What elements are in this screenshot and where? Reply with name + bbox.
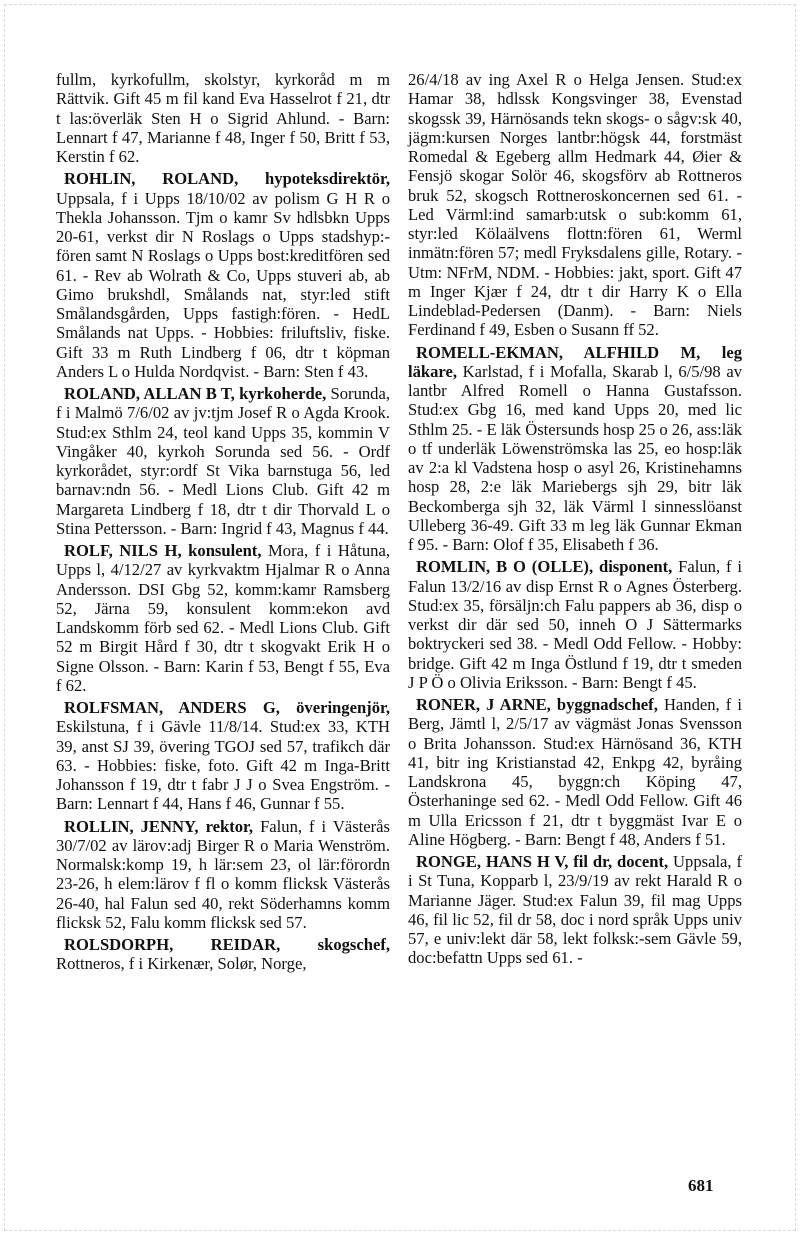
entry-body: Karlstad, f i Mofalla, Skarab l, 6/5/98 av lantbr Alfred Romell o Hanna Gustafsson. Stud:ex Gbg 16, med kand Upps 20, med lic Sthlm 25. - E läk Östersunds hosp 25 o 26, ass:läk o tf underläk Löwenströmska las 25, eo hosp:läk av 2:a kl Vadstena hosp o asyl 26, Kristinehamns hosp 28, 2:e läk Mariebergs sjh 29, bitr läk Beckomberga sjh 32, läk Värml l sinnesslöanst Ulleberg 36-49. Gift 33 m leg läk Gunnar Ekman f 95. - Barn: Olof f 35, Elisabeth f 36. bbox=[408, 361, 743, 554]
entry-body: Uppsala, f i St Tuna, Kopparb l, 23/9/19 av rekt Harald R o Marianne Jäger. Stud:ex Falun 39, fil mag Upps 46, fil lic 52, fil dr 58, doc i nord språk Upps univ 57, e univ:lekt där 58, lekt folksk:-sem Gävle 59, doc:befattn Upps sed 61. - bbox=[408, 852, 742, 968]
entry-heading: ROMLIN, B O (OLLE), disponent, bbox=[416, 557, 673, 577]
entry-roland bbox=[56, 384, 390, 538]
entry-body: Rottneros, f i Kirkenær, Solør, Norge, bbox=[56, 954, 307, 974]
entry-heading: ROLFSMAN, ANDERS G, överingenjör, bbox=[64, 698, 390, 717]
entry-body: Falun, f i Falun 13/2/16 av disp Ernst R o Agnes Österberg. Stud:ex 35, försäljn:ch Falu pappers ab 36, disp o verkst dir där sed 50, inneh O J Sättermarks boktryckeri sed 38. - Medl Odd Fellow. - Hobby: bridge. Gift 42 m Inga Östlund f 19, dtr t smeden J P Ö o Olivia Eriksson. - Barn: Bengt f 45. bbox=[408, 557, 742, 692]
entry-heading: RONER, J ARNE, byggnadschef, bbox=[416, 695, 658, 714]
entry-ronge bbox=[408, 852, 742, 968]
entry-rollin bbox=[56, 817, 390, 933]
entry-heading: ROHLIN, ROLAND, hypoteksdirektör, bbox=[64, 169, 390, 189]
carryover-text: fullm, kyrkofullm, skolstyr, kyrkoråd m m Rättvik. Gift 45 m fil kand Eva Hasselrot f 21, dtr t las:överläk Sten H o Sigrid Ahlund. - Barn: Lennart f 47, Marianne f 48, Inger f 50, Britt f 53, Kerstin f 62. bbox=[56, 70, 390, 166]
entry-heading: ROMELL-EKMAN, ALFHILD M, leg läkare, bbox=[408, 342, 742, 381]
entry-body: Handen, f i Berg, Jämtl l, 2/5/17 av vägmäst Jonas Svensson o Brita Johansson. Stud:ex Härnösand 36, KTH 41, bitr ing Kristianstad 42, Enkpg 42, byråing Landskrona 45, byggn:ch Köping 47, Österhaninge sed 62. - Medl Odd Fellow. Gift 46 m Ulla Ericsson f 21, dtr t byggmäst Ivar E o Aline Högberg. - Barn: Bengt f 48, Anders f 51. bbox=[408, 695, 742, 849]
entry-heading: RONGE, HANS H V, fil dr, docent, bbox=[416, 852, 669, 871]
entry-heading: ROLSDORPH, REIDAR, skogschef, bbox=[64, 935, 390, 954]
entry-rolfsman bbox=[56, 698, 390, 814]
entry-body: Uppsala, f i Upps 18/10/02 av polism G H R o Thekla Johansson. Tjm o kamr Sv hdlsbkn Upps 20-61, verkst dir N Roslags o Upps stadshyp:-fören samt N Roslags o Upps bost:kreditfören sed 61. - Rev ab Wolrath & Co, Upps stuveri ab, ab Gimo brukshdl, Smålands nat, styr:led stift Smålandsgården, Upps fastigh:fören. - HedL Smålands nat Upps. - Hobbies: friluftsliv, fiske. Gift 33 m Ruth Lindberg f 06, dtr t köpman Anders L o Hulda Nordqvist. - Barn: Sten f 43. bbox=[56, 188, 390, 381]
entry-rolsdorph bbox=[56, 935, 390, 974]
carryover-text: 26/4/18 av ing Axel R o Helga Jensen. Stud:ex Hamar 38, hdlssk Kongsvinger 38, Evenstad skogssk 39, Härnösands tekn skogs- o sågv:sk 40, jägm:kursen Norges lantbr:högsk 44, forstmäst Romedal & Egeberg allm Hedmark 44, Øier & Fensjö skogar Solör 46, skogsförv ab Rottneros bruk 52, skogsch Rottneroskoncernen sed 61. - Led Värml:ind samarb:utsk o sub:komm 61, styr:led Kölaälvens flottn:fören 61, Werml inmätn:fören 57; medl Fryksdalens gille, Rotary. - Utm: NFrM, NDM. - Hobbies: jakt, sport. Gift 47 m Inger Kjær f 24, dtr t dir Harry K o Ella Lindeblad-Pedersen (Danm). - Barn: Niels Ferdinand f 49, Esben o Susann ff 52. bbox=[408, 70, 742, 340]
entry-romell-ekman bbox=[408, 343, 742, 555]
carryover-entry bbox=[56, 70, 390, 166]
carryover-entry bbox=[408, 70, 742, 340]
entry-roner bbox=[408, 695, 742, 849]
entry-romlin bbox=[408, 557, 742, 692]
left-column bbox=[56, 70, 390, 977]
entry-body: Falun, f i Västerås 30/7/02 av lärov:adj Birger R o Maria Wenström. Normalsk:komp 19, h lär:sem 23, ol lär:förordn 23-26, h elem:lärov f fl o komm flicksk Västerås 26-40, hal Falun sed 40, rekt Söderhamns komm flicksk 52, Falu komm flicksk sed 57. bbox=[56, 816, 390, 932]
entry-rolf bbox=[56, 541, 390, 695]
entry-body: Eskilstuna, f i Gävle 11/8/14. Stud:ex 33, KTH 39, anst SJ 39, övering TGOJ sed 57, trafikch där 63. - Hobbies: fiske, foto. Gift 42 m Inga-Britt Johansson f 19, dtr t fabr J J o Svea Engström. - Barn: Lennart f 44, Hans f 46, Gunnar f 55. bbox=[56, 717, 390, 814]
entry-heading: ROLLIN, JENNY, rektor, bbox=[64, 816, 254, 836]
right-column bbox=[408, 70, 742, 971]
entry-heading: ROLF, NILS H, konsulent, bbox=[64, 541, 262, 560]
entry-heading: ROLAND, ALLAN B T, kyrkoherde, bbox=[64, 384, 327, 403]
entry-body: Sorunda, f i Malmö 7/6/02 av jv:tjm Josef R o Agda Krook. Stud:ex Sthlm 24, teol kand Upps 35, kommin V Vingåker 40, kyrkoh Sorunda sed 56. - Ordf kyrkorådet, styr:ordf St Vika barnstuga 56, led barnav:ndn 56. - Medl Lions Club. Gift 42 m Margareta Lindberg f 18, dtr t dir Thorvald L o Stina Pettersson. - Barn: Ingrid f 43, Magnus f 44. bbox=[56, 384, 390, 538]
entry-body: Mora, f i Håtuna, Upps l, 4/12/27 av kyrkvaktm Hjalmar R o Anna Andersson. DSI Gbg 52, komm:kamr Ramsberg 52, Järna 59, konsulent komm:ekon avd Landskomm förb sed 62. - Medl Lions Club. Gift 52 m Birgit Hård f 30, dtr t skogvakt Erik H o Signe Olsson. - Barn: Karin f 53, Bengt f 55, Eva f 62. bbox=[56, 541, 390, 695]
entry-rohlin bbox=[56, 169, 390, 381]
page-number: 681 bbox=[688, 1176, 714, 1195]
